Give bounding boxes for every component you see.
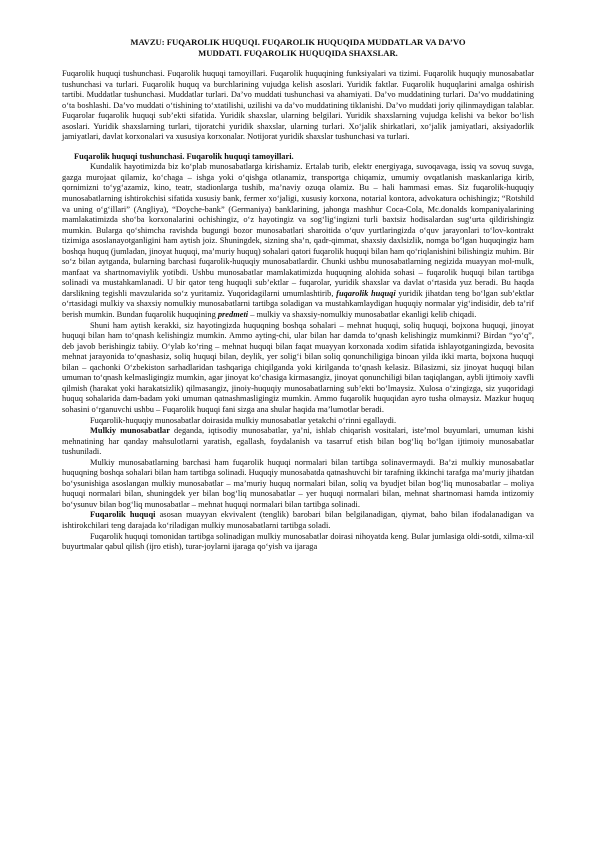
paragraph-2: Shuni ham aytish kerakki, siz hayotingizda huquqning boshqa sohalari – mehnat huquqi, soliq huquqi, bojxona huquqi, jinoyat huquqi bilan ham to‘qnash kelishingiz mumkin. Ammo ayting-chi, ular bilan har damda to‘qnash kelishingiz mumkinmi? Birdan “yo‘q”, deb javob berishingiz tabiiy. O‘ylab ko‘ring – mehnat huquqi bilan faqat muayyan korxonada xodim sifatida ishlayotganingizda, bevosita mehnat jarayonida to‘qnashasiz, soliq huquqi bilan, deylik, yer solig‘i bilan soliq qonunchiligiga binoan yilda ikki marta, bojxona huquqi bilan – qachonki O‘zbekiston sarhadlaridan tashqariga chiqilganda yoki kirilganda to‘qnash kelasiz. Bilasizmi, siz jinoyat huquqi bilan umuman to‘qnash kelmasligingiz mumkin, agar jinoyat ko‘chasiga kirmasangiz, jinoyat qonunchiligi bilan taqiqlangan, aybli ijtimoiy xavfli qilmish (harakat yoki harakatsizlik) qilmasangiz, jinoiy-huquqiy munosabatlarning sub’ekti bo‘lmaysiz. Xulosa o‘zingizga, siz yuqoridagi huquq sohalarida dam-badam yoki umuman qatnashmasligingiz mumkin. Ammo fuqarolik huquqidan ayro tusha olmaysiz. Mazkur huquq sohasini o‘rganuvchi ushbu – Fuqarolik huquqi fani sizga ana shular haqida ma’lumotlar beradi.	[62, 320, 534, 414]
term-fuqarolik-huquqi: fuqarolik huquqi	[336, 288, 396, 298]
intro-paragraph: Fuqarolik huquqi tushunchasi. Fuqarolik huquqi tamoyillari. Fuqarolik huquqining funksiyalari va tizimi. Fuqarolik huquqiy munosabatlar tushunchasi va turlari. Fuqarolik huquq va burchlarining vujudga kelish asoslari. Yuridik faktlar. Fuqarolik huquqlarini amalga oshirish tartibi. Muddatlar tushunchasi. Muddatlar turlari. Da’vo muddati tushunchasi va ahamiyati. Da’vo muddatining turlari. Da’vo muddatining o‘ta boshlashi. Da’vo muddati o‘tishining to‘xtatilishi, uzilishi va da’vo muddatining tiklanishi. Da’vo muddati joriy qilinmaydigan talablar. Fuqarolar fuqarolik huquqi sub’ekti sifatida. Yuridik shaxslar, ularning belgilari. Yuridik shaxslarning vujudga kelishi va bekor bo‘lish asoslari. Yuridik shaxslarning turlari, tijoratchi yuridik shaxslar, ularning turlari. Xo‘jalik shirkatlari, xo‘jalik jamiyatlari, aksiyadorlik jamiyatlari, davlat korxonalari va xususiya korxonalar. Notijorat yuridik shaxslar tushunchasi va turlari.	[62, 69, 534, 142]
paragraph-1	[62, 162, 534, 320]
paragraph-7: Fuqarolik huquqi tomonidan tartibga solinadigan mulkiy munosabatlar doirasi nihoyatda keng. Bular jumlasiga oldi-sotdi, xilma-xil buyurtmalar qabul qilish (ijro etish), turar-joylarni ijaraga qo‘yish va ijaraga	[62, 531, 534, 552]
term-mulkiy-munosabatlar: Mulkiy munosabatlar	[90, 426, 170, 436]
title-line-1: MAVZU: FUQAROLIK HUQUQI. FUQAROLIK HUQUQIDA MUDDATLAR VA DA’VO	[130, 37, 466, 47]
paragraph-6-text: asosan muayyan ekvivalent (tenglik) barobari bilan belgilanadigan, qiymat, baho bilan ifodalanadigan va ishtirokchilari teng darajada ko‘riladigan mulkiy munosabatlarni tartibga soladi.	[62, 510, 534, 530]
paragraph-1-text-e: – mulkiy va shaxsiy-nomulkiy munosabatlar ekanligi kelib chiqadi.	[248, 310, 477, 320]
paragraph-1-text-c: yuridik jihatdan teng bo‘lgan sub’ektlar o‘rtasidagi mulkiy va shaxsiy nomulkiy munosabatlarni tartibga soladigan va mustahkamlaydigan huquqiy normalar yig‘indisidir, deb ta’rif berish mumkin. Bundan fuqarolik huquqining	[62, 288, 534, 320]
title-line-2: MUDDATI. FUQAROLIK HUQUQIDA SHAXSLAR.	[198, 48, 398, 58]
paragraph-5: Mulkiy munosabatlarning barchasi ham fuqarolik huquqi normalari bilan tartibga solinavermaydi. Ba’zi mulkiy munosabatlar huquqning boshqa sohalari bilan ham tartibga solinadi. Huquqiy munosabatda qatnashuvchi bir tarafning ikkinchi tarafga ma’muriy jihatdan bo‘ysunishiga asoslangan mulkiy munosabatlar – ma’muriy huquq normalari bilan, soliq va byudjet bilan bog‘liq munosabatlar – moliya huquqi normalari bilan, shuningdek yer bilan bog‘liq munosabatlar – yer huquqi normalari bilan, mehnat shartnomasi hamda intizomiy bo‘ysunuv bilan bog‘liq munosabatlar – mehnat huquqi normalari bilan tartibga solinadi.	[62, 457, 534, 509]
paragraph-4-text: deganda, iqtisodiy munosabatlar, ya’ni, ishlab chiqarish vositalari, iste’mol buyumlari, umuman kishi mehnatining har qanday mahsulotlarni yaratish, egallash, foydalanish va tasarruf etish bilan bog‘liq bo‘lgan ijtimoiy munosabatlar tushuniladi.	[62, 426, 534, 457]
term-fuqarolik-huquqi-2: Fuqarolik huquqi	[90, 510, 156, 520]
section-heading: Fuqarolik huquqi tushunchasi. Fuqarolik huquqi tamoyillari.	[74, 151, 294, 161]
term-predmeti: predmeti	[217, 310, 249, 320]
paragraph-4	[62, 426, 534, 458]
paragraph-1-text-a: Kundalik hayotimizda biz ko‘plab munosabatlarga kirishamiz. Ertalab turib, elektr energiyaga, suvoqavaga, issiq va sovuq suvga, gazga murojaat qilamiz, ko‘chaga – ishga yoki o‘qishga otlanamiz, transportga chiqamiz, umumiy ovqatlanish maskanlariga kirib, qornimizni to‘yg‘azamiz, kino, teatr, stadionlarga tushib, ma’naviy ozuqa olamiz. Bu – hali hammasi emas. Siz fuqarolik-huquqiy munosabatlarning ishtirokchisi sifatida xususiy bank, fermer xo‘jaligi, xususiy korxona, notarial kontora, advokatura ochishingiz; “Rotshild va uning o‘g‘illari” (Angliya), “Doyche-bank” (Germaniya) banklarining, jahonga mashhur Coca-Cola, Mc.donalds kompaniyalarining mamlakatimizda sho‘ba korxonalarini ochishingiz, o‘z hayotingiz va sog‘lig‘ingizni turli baxtsiz hodisalardan sug‘urta qildirishingiz mumkin. Bularga qo‘shimcha ravishda bugungi bozor munosabatlari sharoitida o‘quv yurtlaringizda o‘quv jarayonlari to‘lov-kontrakt tizimiga asoslanayotganligini ham aytish joiz. Shuningdek, sizning sha’n, qadr-qimmat, shaxsiy daxlsizlik, nomga bo‘lgan huquqingiz ham boshqa huquq (jumladan, jinoyat huquqi, ma’muriy huquq) sohalari qatori fuqarolik huquqi bilan ham qo‘riqlanishini bilishingiz muhim. Bir so‘z bilan aytganda, bularning barchasi fuqarolik-huquqiy munosabatlardir. Chunki ushbu munosabatlarning negizida muayyan mol-mulk, manfaat va shartnomaviylik yotibdi. Ushbu munosabatlar mamlakatimizda huquqning alohida sohasi – fuqarolik huquqi bilan tartibga solinadi va mustahkamlanadi. U bir qator teng huquqli sub’ektlar – fuqarolar, yuridik shaxslar va davlat o‘rtasida yuz beradi. Bu haqda darslikning tegishli mavzularida so‘z yuritamiz. Yuqoridagilarni umumlashtirib,	[62, 162, 534, 298]
paragraph-3: Fuqarolik-huquqiy munosabatlar doirasida mulkiy munosabatlar yetakchi o‘rinni egallaydi.	[90, 415, 397, 425]
paragraph-6	[62, 510, 534, 531]
page-title	[62, 37, 534, 59]
